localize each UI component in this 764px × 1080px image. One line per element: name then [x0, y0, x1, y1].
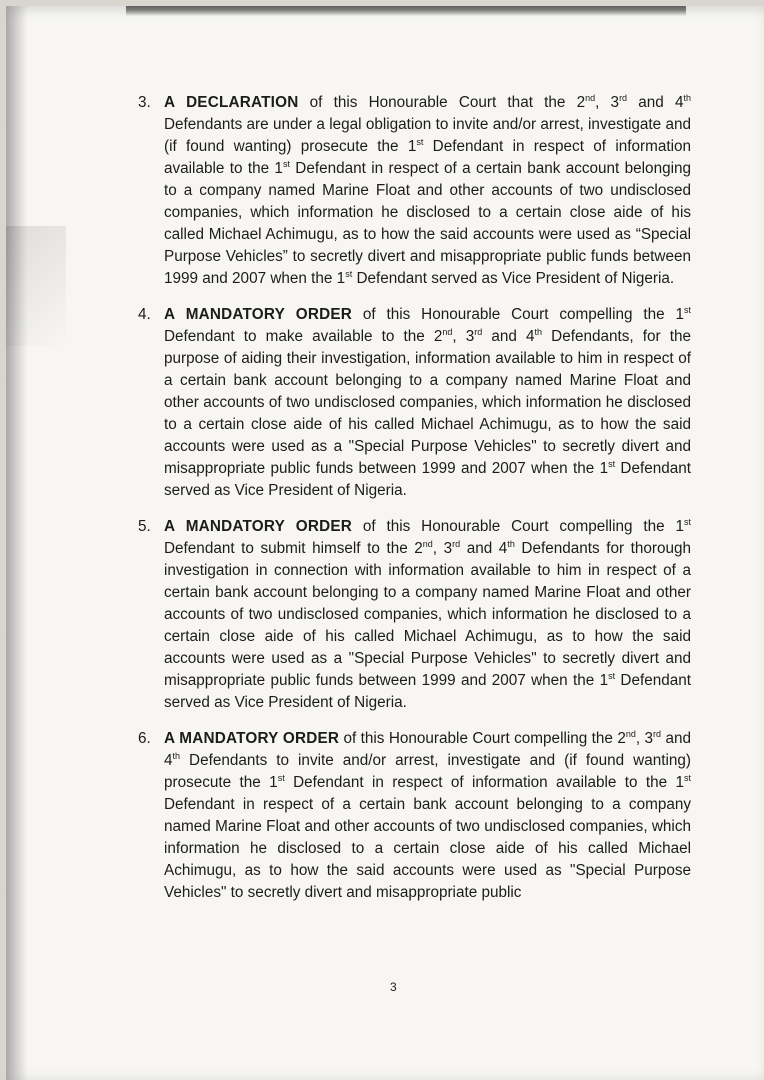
- text-run: Defendant to submit himself to the 2: [164, 540, 423, 557]
- ordinal-suffix: rd: [619, 93, 628, 103]
- document-page: [6, 6, 764, 1080]
- ordinal-suffix: st: [683, 305, 691, 315]
- text-run: Defendant in respect of a certain bank account belonging to a company named Marine Float and other accounts of two undisclosed companies, which information he disclosed to a certain close aide of his called Michael Achimugu, as to how the said accounts were used as "Special Purpose Vehicles" to secretly divert and misappropriate public: [164, 796, 691, 901]
- ordinal-suffix: st: [684, 773, 692, 783]
- order-heading: A MANDATORY ORDER: [164, 518, 353, 535]
- text-run: and 4: [164, 730, 691, 769]
- paragraph-text: [164, 306, 691, 499]
- scan-left-edge-shadow: [6, 6, 28, 1080]
- page-number: 3: [390, 980, 397, 994]
- document-body: [126, 92, 691, 918]
- paragraph-number: 3.: [138, 94, 151, 111]
- text-run: and 4: [627, 94, 684, 111]
- ordinal-suffix: st: [416, 137, 424, 147]
- text-run: , 3: [432, 540, 453, 557]
- ordinal-suffix: nd: [442, 327, 453, 337]
- numbered-paragraph: [126, 516, 691, 714]
- text-run: Defendants are under a legal obligation to invite and/or arrest, investigate and (if found wanting) prosecute the 1: [164, 116, 691, 155]
- text-run: Defendant served as Vice President of Nigeria.: [164, 460, 692, 499]
- numbered-paragraph: [126, 92, 691, 290]
- text-run: , 3: [595, 94, 620, 111]
- ordinal-suffix: rd: [452, 539, 461, 549]
- text-run: , 3: [452, 328, 475, 345]
- paragraph-number: 6.: [138, 730, 151, 747]
- numbered-paragraph: [126, 304, 691, 502]
- text-run: Defendant in respect of information available to the 1: [284, 774, 684, 791]
- text-run: of this Honourable Court that the 2: [298, 94, 586, 111]
- paper-fold-shadow: [6, 226, 66, 346]
- text-run: of this Honourable Court compelling the 2: [339, 730, 626, 747]
- ordinal-suffix: st: [608, 671, 616, 681]
- ordinal-suffix: nd: [422, 539, 433, 549]
- ordinal-suffix: nd: [625, 729, 636, 739]
- paragraph-text: [164, 730, 691, 901]
- text-run: and 4: [460, 540, 508, 557]
- ordinal-suffix: th: [507, 539, 515, 549]
- text-run: of this Honourable Court compelling the 1: [352, 306, 684, 323]
- ordinal-suffix: th: [172, 751, 181, 761]
- text-run: Defendants for thorough investigation in connection with information available to him in respect of a certain bank account belonging to a company named Marine Float and other accounts of two undisclosed companies, which information he disclosed to a certain close aide of his called Michael Achimugu, as to how the said accounts were used as a "Special Purpose Vehicles" to secretly divert and misappropriate public funds between 1999 and 2007 when the 1: [164, 540, 692, 689]
- text-run: Defendant in respect of a certain bank account belonging to a company named Marine Float and other accounts of two undisclosed companies, which information he disclosed to a certain close aide of his called Michael Achimugu, as to how the said accounts were used as “Special Purpose Vehicles” to secretly divert and misappropriate public funds between 1999 and 2007 when the 1: [164, 160, 691, 287]
- text-run: Defendant served as Vice President of Nigeria.: [352, 270, 675, 287]
- ordinal-suffix: st: [683, 517, 691, 527]
- text-run: , 3: [635, 730, 654, 747]
- text-run: Defendant served as Vice President of Nigeria.: [164, 672, 692, 711]
- text-run: Defendant in respect of information available to the 1: [164, 138, 691, 177]
- text-run: of this Honourable Court compelling the 1: [352, 518, 684, 535]
- ordinal-suffix: st: [608, 459, 616, 469]
- text-run: Defendants to invite and/or arrest, investigate and (if found wanting) prosecute the 1: [164, 752, 691, 791]
- text-run: Defendant to make available to the 2: [164, 328, 443, 345]
- order-heading: A MANDATORY ORDER: [164, 730, 340, 747]
- paragraph-text: [164, 94, 691, 287]
- ordinal-suffix: th: [683, 93, 691, 103]
- paragraph-text: [164, 518, 691, 711]
- ordinal-suffix: rd: [653, 729, 662, 739]
- order-heading: A MANDATORY ORDER: [164, 306, 353, 323]
- paragraph-number: 4.: [138, 306, 151, 323]
- numbered-paragraph: [126, 728, 691, 904]
- ordinal-suffix: st: [345, 269, 353, 279]
- text-run: and 4: [482, 328, 535, 345]
- ordinal-suffix: th: [534, 327, 543, 337]
- ordinal-suffix: st: [277, 773, 285, 783]
- ordinal-suffix: rd: [474, 327, 483, 337]
- text-run: Defendants, for the purpose of aiding their investigation, information available to him in respect of a certain bank account belonging to a company named Marine Float and other accounts of two undisclosed companies, which information he disclosed to a certain close aide of his called Michael Achimugu, as to how the said accounts were used as a "Special Purpose Vehicles" to secretly divert and misappropriate public funds between 1999 and 2007 when the 1: [164, 328, 691, 477]
- scan-top-edge-shadow: [126, 6, 686, 16]
- ordinal-suffix: nd: [585, 93, 596, 103]
- order-heading: A DECLARATION: [164, 94, 299, 111]
- ordinal-suffix: st: [282, 159, 290, 169]
- paragraph-number: 5.: [138, 518, 151, 535]
